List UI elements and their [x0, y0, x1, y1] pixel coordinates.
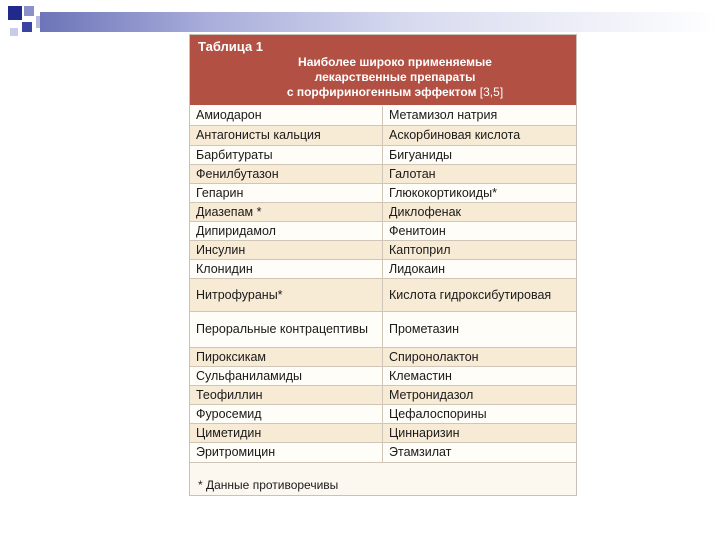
table-cell-right: Спиронолактон: [389, 349, 479, 364]
table-cell-right: Этамзилат: [389, 445, 452, 459]
table-cell-left: Барбитураты: [190, 146, 383, 164]
table-cell-left: Дипиридамол: [190, 222, 383, 240]
table-row: [190, 348, 576, 367]
drug-table: [189, 34, 577, 496]
decor-square-dark: [8, 6, 22, 20]
table-row: [190, 222, 576, 241]
table-row: [190, 126, 576, 146]
table-cell-left: Сульфаниламиды: [190, 367, 383, 385]
table-body: [190, 106, 576, 463]
title-line: с порфириногенным эффектом: [286, 85, 477, 99]
table-cell-left: Клонидин: [190, 260, 383, 278]
table-cell-right: Циннаризин: [389, 425, 460, 440]
table-cell-right: Лидокаин: [389, 261, 446, 276]
table-cell-left: Нитрофураны*: [190, 279, 383, 311]
table-cell-left: Эритромицин: [190, 443, 383, 462]
table-cell-right: Цефалоспорины: [389, 406, 487, 421]
table-cell-right: Бигуаниды: [389, 147, 452, 162]
table-title: [220, 55, 570, 100]
decor-square-dark: [22, 22, 32, 32]
table-cell-right: Метронидазол: [389, 387, 474, 402]
title-line: Наиболее широко применяемые: [298, 55, 492, 69]
table-cell-left: Инсулин: [190, 241, 383, 259]
table-cell-left: Теофиллин: [190, 386, 383, 404]
table-row: [190, 203, 576, 222]
table-cell-right: Галотан: [389, 166, 436, 181]
table-cell-left: Циметидин: [190, 424, 383, 442]
table-row: [190, 106, 576, 126]
table-footnote: * Данные противоречивы: [198, 478, 339, 492]
table-cell-right: Диклофенак: [389, 204, 462, 219]
table-row: [190, 443, 576, 463]
table-row: [190, 279, 576, 312]
decor-square-light: [24, 6, 34, 16]
table-row: [190, 405, 576, 424]
table-cell-left: Пироксикам: [190, 348, 383, 366]
table-cell-left: Антагонисты кальция: [190, 126, 383, 145]
title-reference: [3,5]: [479, 85, 504, 99]
table-cell-left: Диазепам *: [190, 203, 383, 221]
table-row: [190, 386, 576, 405]
table-cell-right: Прометазин: [389, 322, 460, 336]
table-cell-left: Пероральные контрацептивы: [190, 312, 383, 347]
title-line-with-ref: [220, 85, 570, 100]
table-cell-right: Метамизол натрия: [389, 108, 498, 122]
decor-gradient-bar: [40, 12, 720, 32]
table-row: [190, 146, 576, 165]
table-cell-right: Клемастин: [389, 368, 452, 383]
table-row: [190, 184, 576, 203]
table-cell-left: Гепарин: [190, 184, 383, 202]
table-row: [190, 241, 576, 260]
table-row: [190, 165, 576, 184]
table-cell-right: Аскорбиновая кислота: [389, 128, 521, 142]
table-row: [190, 312, 576, 348]
table-cell-right: Глюкокортикоиды*: [389, 185, 497, 200]
table-cell-right: Фенитоин: [389, 223, 446, 238]
decor-square-light: [10, 28, 18, 36]
title-line: лекарственные препараты: [314, 70, 476, 84]
table-row: [190, 260, 576, 279]
table-cell-left: Амиодарон: [190, 106, 383, 125]
table-cell-right: Кислота гидроксибутировая: [389, 287, 552, 302]
table-cell-right: Каптоприл: [389, 242, 451, 257]
table-row: [190, 424, 576, 443]
table-row: [190, 367, 576, 386]
table-cell-left: Фуросемид: [190, 405, 383, 423]
table-header: [190, 35, 576, 105]
table-cell-left: Фенилбутазон: [190, 165, 383, 183]
table-label: Таблица 1: [198, 39, 264, 54]
